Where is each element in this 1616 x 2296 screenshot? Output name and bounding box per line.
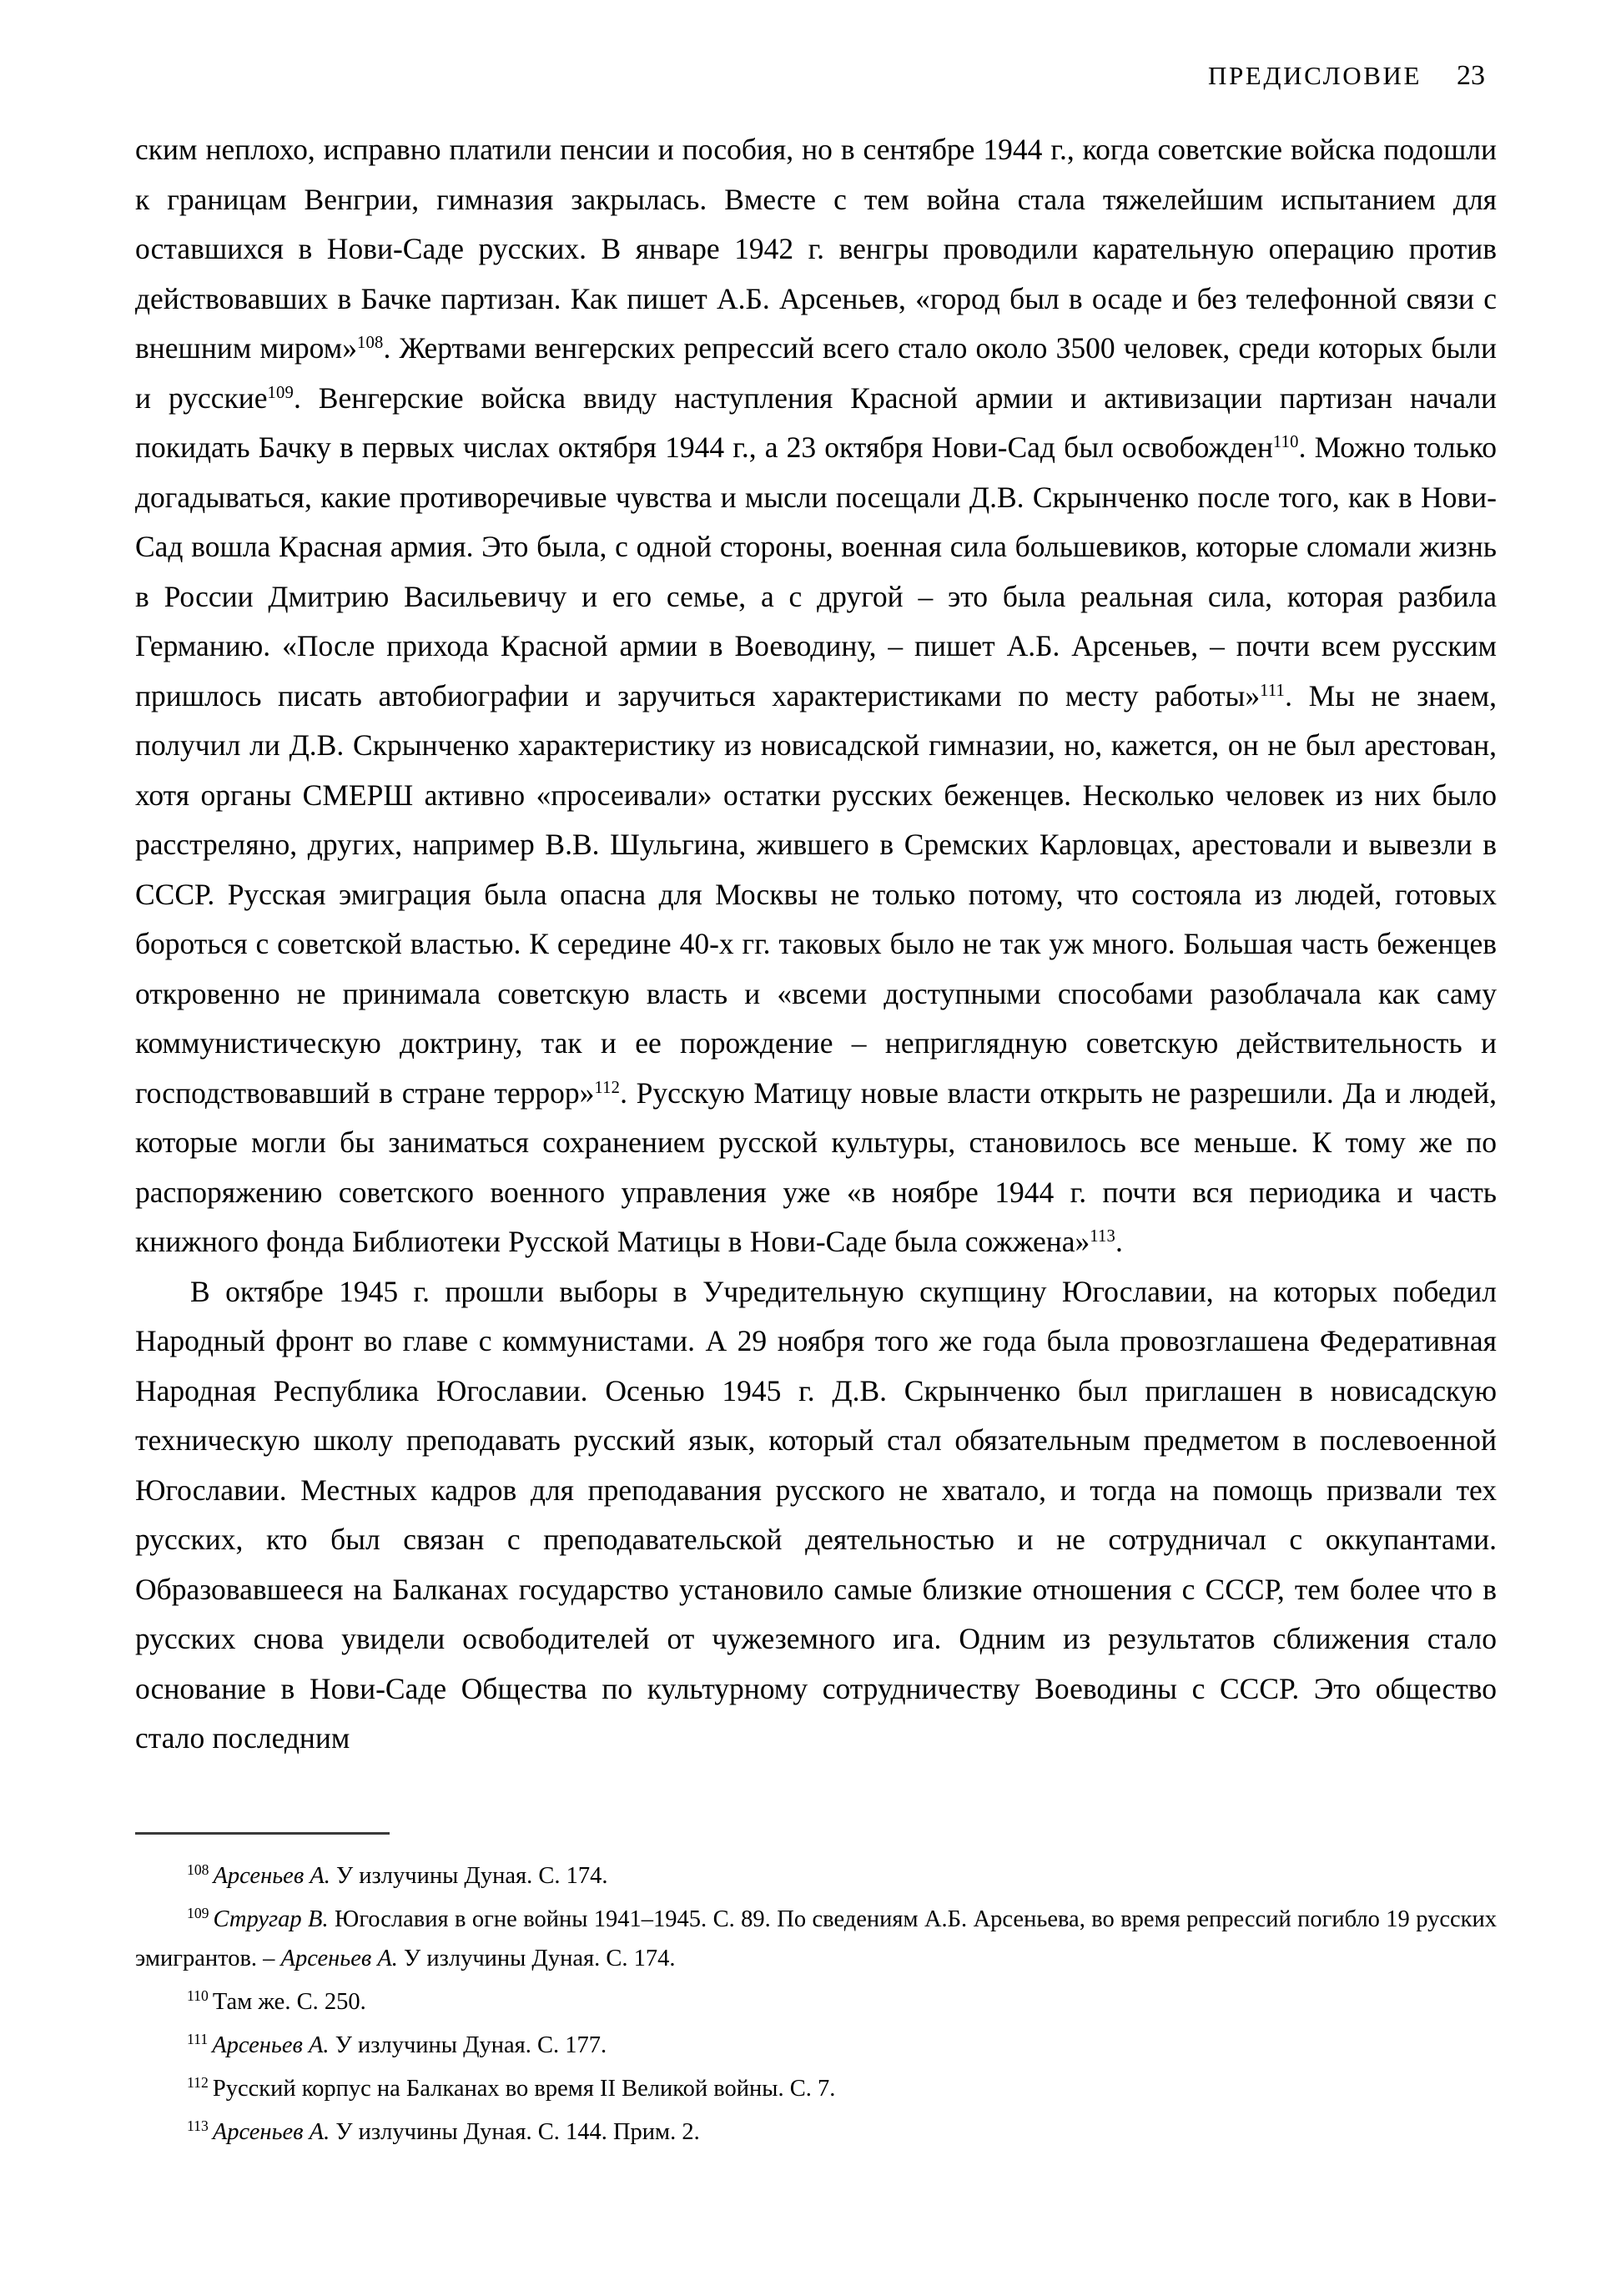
footnote-reference[interactable]: 108	[356, 334, 384, 353]
text-run: . Можно только догадываться, какие противоречивые чувства и мысли посещали Д.В. Скрынченко после того, как в Нови-Сад вошла Красная армия. Это была, с одной стороны, военная сила большевиков, которые сломали жизнь в России Дмитрию Васильевичу и его семье, а с другой – это была реальная сила, которая разбила Германию. «После прихода Красной армии в Воеводину, – пишет А.Б. Арсеньев, – почти всем русским пришлось писать автобиографии и заручиться характеристиками по месту работы»	[135, 430, 1498, 712]
footnote-list	[135, 1856, 1497, 2152]
footnote-item	[135, 1856, 1497, 1896]
citation-author: Арсеньев А.	[212, 2032, 330, 2058]
text-run: У излучины Дуная. С. 174.	[397, 1946, 676, 1971]
footnote-reference[interactable]: 111	[1260, 681, 1286, 700]
text-run: . Мы не знаем, получил ли Д.В. Скрынченко характеристику из новисадской гимназии, но, кажется, он не был арестован, хотя органы СМЕРШ активно «просеивали» остатки русских беженцев. Несколько человек из них было расстреляно, других, например В.В. Шульгина, жившего в Сремских Карловцах, арестовали и вывезли в СССР. Русская эмиграция была опасна для Москвы не только потому, что состояла из людей, готовых бороться с советской властью. К середине 40-х гг. таковых было не так уж много. Большая часть беженцев откровенно не принимала советскую власть и «всеми доступными способами разоблачала как саму коммунистическую доктрину, так и ее порождение – неприглядную советскую действительность и господствовавший в стране террор»	[135, 678, 1497, 1110]
footnote-item	[135, 2069, 1497, 2108]
body-paragraph	[135, 125, 1497, 1267]
footnote-reference[interactable]: 112	[594, 1078, 621, 1097]
text-run: У излучины Дуная. С. 144. Прим. 2.	[330, 2119, 700, 2145]
footnote-item	[135, 2026, 1497, 2065]
footnote-reference[interactable]: 109	[267, 383, 294, 402]
page-number: 23	[1457, 60, 1485, 91]
footnote-block	[135, 1832, 1497, 2156]
running-head-title: ПРЕДИСЛОВИЕ	[1207, 61, 1422, 90]
body-text-block	[135, 125, 1497, 1764]
running-head	[133, 62, 1485, 90]
text-run: Югославия в огне войны 1941–1945. С. 89. По сведениям А.Б. Арсеньева, во время репрессий погибло 19 русских эмигрантов. –	[135, 1906, 1497, 1971]
text-run: ским неплохо, исправно платили пенсии и пособия, но в сентябре 1944 г., когда советские войска подошли к границам Венгрии, гимназия закрылась. Вместе с тем война стала тяжелейшим испытанием для оставшихся в Нови-Саде русских. В январе 1942 г. венгры проводили карательную операцию против действовавших в Бачке партизан. Как пишет А.Б. Арсеньев, «город был в осаде и без телефонной связи с внешним миром»	[135, 133, 1497, 365]
footnote-reference[interactable]: 113	[1090, 1227, 1115, 1246]
text-run: Русский корпус на Балканах во время II Великой войны. С. 7.	[212, 2076, 836, 2102]
footnote-number[interactable]: 109	[187, 1905, 209, 1922]
text-run: . Жертвами венгерских репрессий всего стало около 3500 человек, среди которых были и русские	[135, 331, 1498, 415]
footnote-number[interactable]: 112	[187, 2074, 209, 2092]
footnote-number[interactable]: 113	[187, 2117, 209, 2135]
footnote-number[interactable]: 111	[187, 2031, 209, 2048]
footnote-number[interactable]: 108	[187, 1861, 209, 1879]
text-run: У излучины Дуная. С. 174.	[330, 1863, 608, 1889]
text-run: . Венгерские войска ввиду наступления Красной армии и активизации партизан начали покидать Бачку в первых числах октября 1944 г., а 23 октября Нови-Сад был освобожден	[135, 380, 1497, 464]
text-run: В октябре 1945 г. прошли выборы в Учредительную скупщину Югославии, на которых победил Народный фронт во главе с коммунистами. А 29 ноября того же года была провозглашена Федеративная Народная Республика Югославии. Осенью 1945 г. Д.В. Скрынченко был приглашен в новисадскую техническую школу преподавать русский язык, который стал обязательным предметом в послевоенной Югославии. Местных кадров для преподавания русского не хватало, и тогда на помощь призвали тех русских, кто был связан с преподавательской деятельностью и не сотрудничал с оккупантами. Образовавшееся на Балканах государство установило самые близкие отношения с СССР, тем более что в русских снова увидели освободителей от чужеземного ига. Одним из результатов сближения стало основание в Нови-Саде Общества по культурному сотрудничеству Воеводины с СССР. Это общество стало последним	[135, 1274, 1497, 1755]
text-run: У излучины Дуная. С. 177.	[329, 2032, 607, 2058]
footnote-separator-rule	[135, 1832, 390, 1835]
citation-author: Стругар В.	[213, 1906, 329, 1932]
citation-author: Арсеньев А.	[280, 1946, 398, 1971]
text-run: . Русскую Матицу новые власти открыть не разрешили. Да и людей, которые могли бы заниматься сохранением русской культуры, становилось все меньше. К тому же по распоряжению советского военного управления уже «в ноябре 1944 г. почти вся периодика и часть книжного фонда Библиотеки Русской Матицы в Нови-Саде была сожжена»	[135, 1075, 1498, 1258]
citation-author: Арсеньев А.	[212, 2119, 330, 2145]
text-run: Там же. С. 250.	[212, 1989, 366, 2015]
footnote-item	[135, 1982, 1497, 2022]
footnote-number[interactable]: 110	[187, 1987, 209, 2005]
footnote-item	[135, 2112, 1497, 2152]
body-paragraph	[135, 1267, 1497, 1764]
text-run: .	[1115, 1225, 1123, 1258]
footnote-reference[interactable]: 110	[1272, 433, 1299, 452]
citation-author: Арсеньев А.	[213, 1863, 330, 1889]
footnote-item	[135, 1900, 1497, 1978]
